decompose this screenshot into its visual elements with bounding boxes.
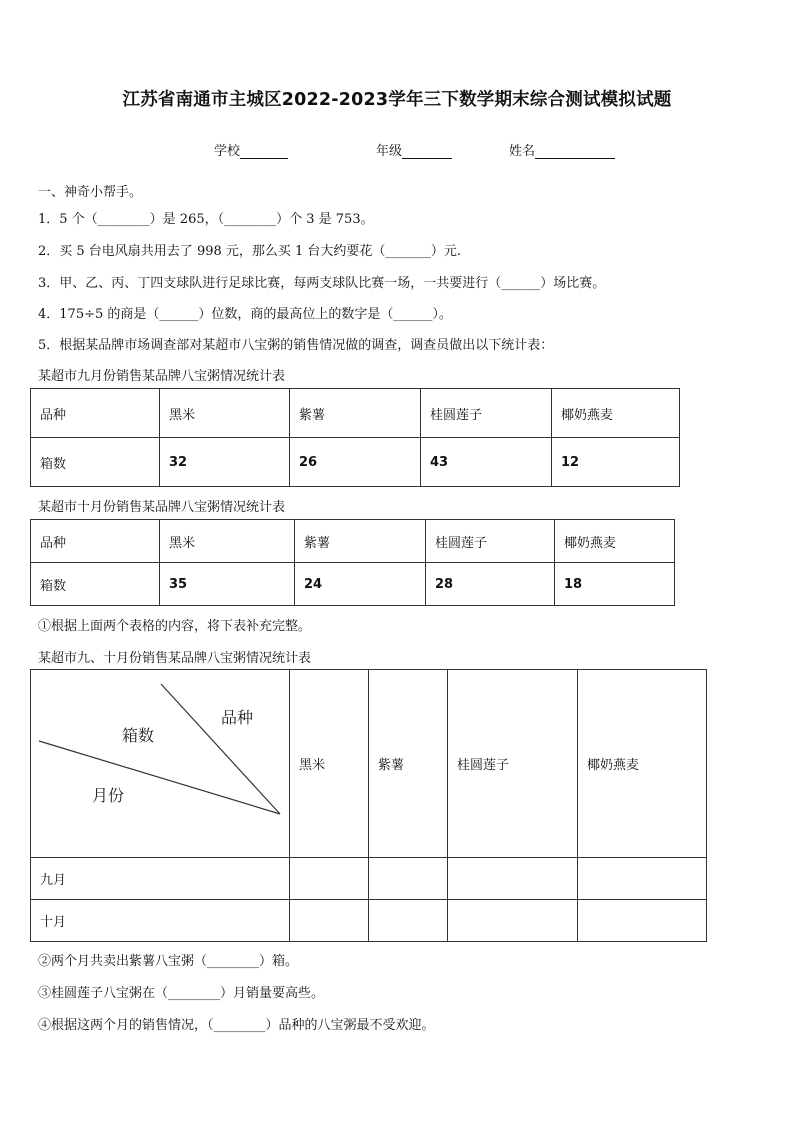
diagonal-line-bottom [39, 741, 280, 814]
sub-question-2: ②两个月共卖出紫薯八宝粥（________）箱。 [38, 954, 299, 969]
table-row [31, 389, 680, 438]
sub-question-3: ③桂圆莲子八宝粥在（________）月销量要高些。 [38, 986, 325, 1001]
col-header: 桂圆莲子 [421, 389, 552, 438]
col-header: 椰奶燕麦 [578, 670, 707, 858]
blank-cell[interactable] [578, 900, 707, 942]
school-label: 学校 [214, 144, 241, 159]
table-row [31, 563, 675, 606]
col-header: 桂圆莲子 [426, 520, 555, 563]
diagonal-header-cell [31, 670, 290, 858]
col-header: 桂圆莲子 [448, 670, 578, 858]
col-header: 椰奶燕麦 [552, 389, 680, 438]
table-september [30, 388, 680, 487]
col-header: 黑米 [160, 389, 290, 438]
diagonal-lines [31, 670, 289, 857]
col-header: 椰奶燕麦 [555, 520, 675, 563]
table-combined-caption: 某超市九、十月份销售某品牌八宝粥情况统计表 [38, 651, 312, 666]
question-2: 2．买 5 台电风扇共用去了 998 元，那么买 1 台大约要花（_______）元. [38, 244, 462, 259]
grade-blank[interactable] [402, 144, 452, 159]
row-header-october: 十月 [31, 900, 290, 942]
cell-value: 18 [555, 563, 675, 606]
name-field [509, 140, 615, 159]
diagonal-label-month: 月份 [92, 786, 125, 805]
table-oct-caption: 某超市十月份销售某品牌八宝粥情况统计表 [38, 500, 286, 515]
cell-value: 26 [290, 438, 421, 487]
question-3: 3．甲、乙、丙、丁四支球队进行足球比赛，每两支球队比赛一场，一共要进行（______）场比赛。 [38, 276, 606, 291]
cell-value: 32 [160, 438, 290, 487]
table-row [31, 438, 680, 487]
blank-cell[interactable] [290, 900, 369, 942]
section-heading: 一、神奇小帮手。 [38, 185, 143, 200]
row-header-variety: 品种 [31, 389, 160, 438]
sub-question-4: ④根据这两个月的销售情况，（________）品种的八宝粥最不受欢迎。 [38, 1018, 435, 1033]
diagonal-label-variety: 品种 [221, 708, 254, 727]
school-blank[interactable] [240, 144, 288, 159]
sub-question-1: ①根据上面两个表格的内容，将下表补充完整。 [38, 619, 312, 634]
col-header: 黑米 [160, 520, 295, 563]
table-row [31, 520, 675, 563]
table-row [31, 858, 707, 900]
blank-cell[interactable] [578, 858, 707, 900]
table-sept-caption: 某超市九月份销售某品牌八宝粥情况统计表 [38, 369, 286, 384]
col-header: 黑米 [290, 670, 369, 858]
cell-value: 12 [552, 438, 680, 487]
blank-cell[interactable] [369, 858, 448, 900]
row-header-september: 九月 [31, 858, 290, 900]
diagonal-label-count: 箱数 [122, 726, 155, 745]
grade-label: 年级 [376, 144, 403, 159]
row-header-count: 箱数 [31, 563, 160, 606]
table-october [30, 519, 675, 606]
blank-cell[interactable] [290, 858, 369, 900]
name-blank[interactable] [535, 144, 615, 159]
question-5: 5．根据某品牌市场调查部对某超市八宝粥的销售情况做的调查，调查员做出以下统计表： [38, 338, 554, 353]
blank-cell[interactable] [448, 900, 578, 942]
col-header: 紫薯 [290, 389, 421, 438]
diagonal-line-top [161, 684, 280, 814]
question-1: 1．5 个（________）是 265，（________）个 3 是 753。 [38, 212, 374, 227]
blank-cell[interactable] [448, 858, 578, 900]
table-row [31, 670, 707, 858]
name-label: 姓名 [509, 144, 536, 159]
cell-value: 43 [421, 438, 552, 487]
table-combined [30, 669, 707, 942]
cell-value: 24 [295, 563, 426, 606]
row-header-variety: 品种 [31, 520, 160, 563]
question-4: 4．175÷5 的商是（______）位数，商的最高位上的数字是（______）。 [38, 307, 452, 322]
grade-field [376, 140, 452, 159]
col-header: 紫薯 [295, 520, 426, 563]
cell-value: 35 [160, 563, 295, 606]
blank-cell[interactable] [369, 900, 448, 942]
row-header-count: 箱数 [31, 438, 160, 487]
table-row [31, 900, 707, 942]
col-header: 紫薯 [369, 670, 448, 858]
school-field [214, 140, 288, 159]
exam-title: 江苏省南通市主城区2022-2023学年三下数学期末综合测试模拟试题 [122, 90, 672, 110]
cell-value: 28 [426, 563, 555, 606]
